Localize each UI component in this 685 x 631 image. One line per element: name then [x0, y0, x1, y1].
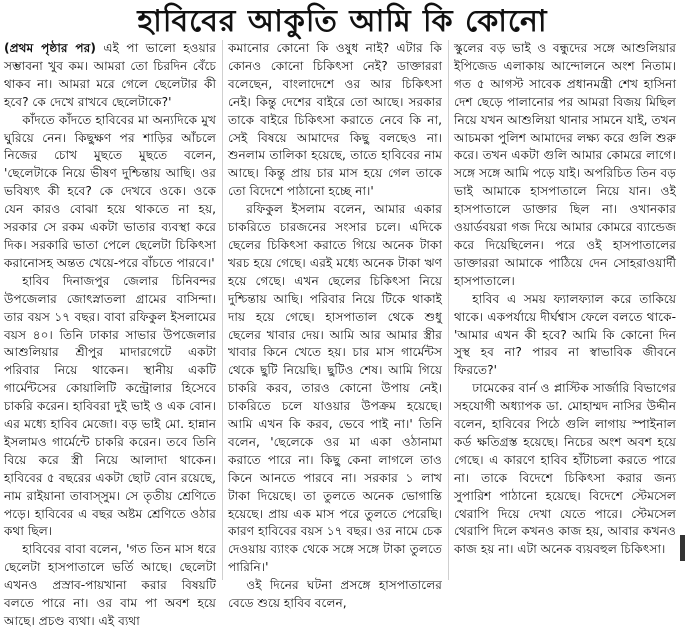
- paragraph: হাবিব দিনাজপুর জেলার চিনিবন্দর উপজেলার জোৎস্নাতলা গ্রামের বাসিন্দা। তার বয়স ১৭ বছর। বাবা রফিকুল ইসলামের বয়স ৪০। তিনি ঢাকার সাভার উপজেলার আশুলিয়ার শ্রীপুর মাদারগেটে একটা পরিবার নিয়ে থাকেন। স্থানীয় একটি গার্মেন্টসের কোয়ালিটি কন্ট্রোলার হিসেবে চাকরি করেন। হাবিবরা দুই ভাই ও এক বোন। এর মধ্যে হাবিব মেজো। বড় ভাই মো. হান্নান ইসলামও গার্মেন্টে চাকরি করেন। তবে তিনি বিয়ে করে স্ত্রী নিয়ে আলাদা থাকেন। হাবিবের ৫ বছরের একটা ছোট বোন রয়েছে, নাম রাইয়ানা তাবাস্সুম। সে তৃতীয় শ্রেণিতে পড়ে। হাবিবের এ বছর অষ্টম শ্রেণিতে ওঠার কথা ছিল।: [4, 273, 216, 539]
- paragraph: কাঁদতে কাঁদতে হাবিবের মা অন্যদিকে মুখ ঘুরিয়ে নেন। কিছুক্ষণ পর শাড়ির আঁচলে নিজের চোখ মুছতে মুছতে বলেন, 'ছেলেটাকে নিয়ে ভীষণ দুশ্চিন্তায় আছি। ওর ভবিষ্যৎ কী হবে? কে দেখবে ওকে। ওকে যেন কারও বোঝা হয়ে থাকতে না হয়, সরকার সে রকম একটা ভাতার ব্যবস্থা করে দিক। সরকারি ভাতা পেলে ছেলেটা চিকিৎসা করানোসহ অন্তত খেয়ে-পরে বাঁচতে পারবে।': [4, 112, 216, 270]
- paragraph: ওই দিনের ঘটনা প্রসঙ্গে হাসপাতালের বেডে শুয়ে হাবিব বলেন,: [228, 578, 442, 611]
- article-column-3: [454, 40, 676, 580]
- headline: হাবিবের আকুতি আমি কি কোনো: [137, 4, 548, 39]
- paragraph: হাবিব এ সময় ফ্যালফ্যাল করে তাকিয়ে থাকে। একপর্যায়ে দীর্ঘশ্বাস ফেলে বলতে থাকে- 'আমার এখন কী হবে? আমি কি কোনো দিন সুস্থ হব না? পারব না স্বাভাবিক জীবনে ফিরতে?': [454, 291, 676, 378]
- column-divider: [222, 40, 223, 580]
- continuation-label: (প্রথম পৃষ্ঠার পর): [4, 41, 96, 55]
- paragraph: কমানোর কোনো কি ওষুধ নাই? এটার কি কোনও কোনো চিকিৎসা নেই? ডাক্তাররা বলেছেন, বাংলাদেশে ওর আর চিকিৎসা নেই। কিন্তু দেশের বাইরে তো আছে। সরকার তাকে বাইরে চিকিৎসা করাতে নেবে কি না, সেই বিষয়ে আমাদের কিছু বলছেও না। শুনলাম তালিকা হয়েছে, তাতে হাবিবের নাম আছে। কিন্তু প্রায় চার মাস হয়ে গেল তাকে তো বিদেশে পাঠানো হচ্ছে না।': [228, 41, 442, 199]
- paragraph: হাবিবের বাবা বলেন, 'গত তিন মাস ধরে ছেলেটা হাসপাতালে ভর্তি আছে। ছেলেটা এখনও প্রস্রাব-পায়খানা করার বিষয়টি বলতে পারে না। ওর বাম পা অবশ হয়ে আছে। প্রচণ্ড ব্যথা। এই ব্যথা: [4, 542, 216, 628]
- paragraph: স্কুলের বড় ভাই ও বন্ধুদের সঙ্গে আশুলিয়ার ইপিজেড এলাকায় আন্দোলনে অংশ নিতাম। গত ৫ আগস্ট সাবেক প্রধানমন্ত্রী শেখ হাসিনা দেশ ছেড়ে পালানোর পর আমরা বিজয় মিছিল নিয়ে যখন আশুলিয়া থানার সামনে যাই, তখন আচমকা পুলিশ আমাদের লক্ষ্য করে গুলি শুরু করে। তখন একটা গুলি আমার কোমরে লাগে। সঙ্গে সঙ্গে আমি পড়ে যাই। অপরিচিত তিন বড় ভাই আমাকে হাসপাতালে নিয়ে যান। ওই হাসপাতালে ডাক্তার ছিল না। ওখানকার ওয়ার্ডবয়রা গজ দিয়ে আমার কোমরে ব্যান্ডেজ করে দিয়েছিলেন। পরে ওই হাসপাতালের ডাক্তাররা আমাকে পাঠিয়ে দেন সোহরাওয়ার্দী হাসপাতালে।: [454, 41, 676, 288]
- paragraph: [4, 40, 216, 112]
- page-edge-mark: [680, 535, 685, 561]
- paragraph-text: এই পা ভালো হওয়ার সম্ভাবনা খুব কম। আমরা তো চিরদিন বেঁচে থাকব না। আমরা মরে গেলে ছেলেটার কী হবে? কে দেখে রাখবে ছেলেটাকে?': [4, 41, 217, 109]
- column-divider: [448, 40, 449, 580]
- article-column-1: [4, 40, 217, 628]
- article-column-2: [228, 40, 442, 611]
- paragraph: ঢামেকের বার্ন ও প্লাস্টিক সার্জারি বিভাগের সহযোগী অধ্যাপক ডা. মোহাম্মদ নাসির উদ্দীন বলেন, হাবিবের পিঠে গুলি লাগায় স্পাইনাল কর্ড ক্ষতিগ্রস্ত হয়েছে। নিচের অংশ অবশ হয়ে গেছে। এ কারণে হাবিব হাঁটাচলা করতে পারে না। তাকে বিদেশে চিকিৎসা করার জন্য সুপারিশ পাঠানো হয়েছে। বিদেশে স্টেমসেল থেরাপি দিয়ে দেখা যেতে পারে। স্টেমসেল থেরাপি দিলে কখনও কাজ হয়, আবার কখনও কাজ হয় না। এটা অনেক ব্যয়বহুল চিকিৎসা।: [454, 381, 676, 557]
- paragraph: রফিকুল ইসলাম বলেন, আমার একার চাকরিতে চারজনের সংসার চলে। এদিকে ছেলের চিকিৎসা করাতে গিয়ে অনেক টাকা খরচ হয়ে গেছে। এরই মধ্যে অনেক টাকা ঋণ হয়ে গেছে। এখন ছেলের চিকিৎসা নিয়ে দুশ্চিন্তায় আছি। পরিবার নিয়ে টিকে থাকাই দায় হয়ে গেছে। হাসপাতাল থেকে শুধু ছেলের খাবার দেয়। আমি আর আমার স্ত্রীর খাবার কিনে খেতে হয়। চার মাস গার্মেন্টস থেকে ছুটি নিয়েছি। ছুটিও শেষ। আমি গিয়ে চাকরি করব, তারও কোনো উপায় নেই। চাকরিতে চলে যাওয়ার উপক্রম হয়েছে। আমি এখন কি করব, ভেবে পাই না।' তিনি বলেন, 'ছেলেকে ওর মা একা ওঠানামা করাতে পারে না। কিছু কেনা লাগলে তাও কিনে আনতে পারবে না। সরকার ১ লাখ টাকা দিয়েছে। তা তুলতে অনেক ভোগান্তি হয়েছে। প্রায় এক মাস পরে তুলতে পেরেছি। কারণ হাবিবের বয়স ১৭ বছর। ওর নামে চেক দেওয়ায় ব্যাংক থেকে সঙ্গে সঙ্গে টাকা তুলতে পারিনি।': [228, 202, 442, 575]
